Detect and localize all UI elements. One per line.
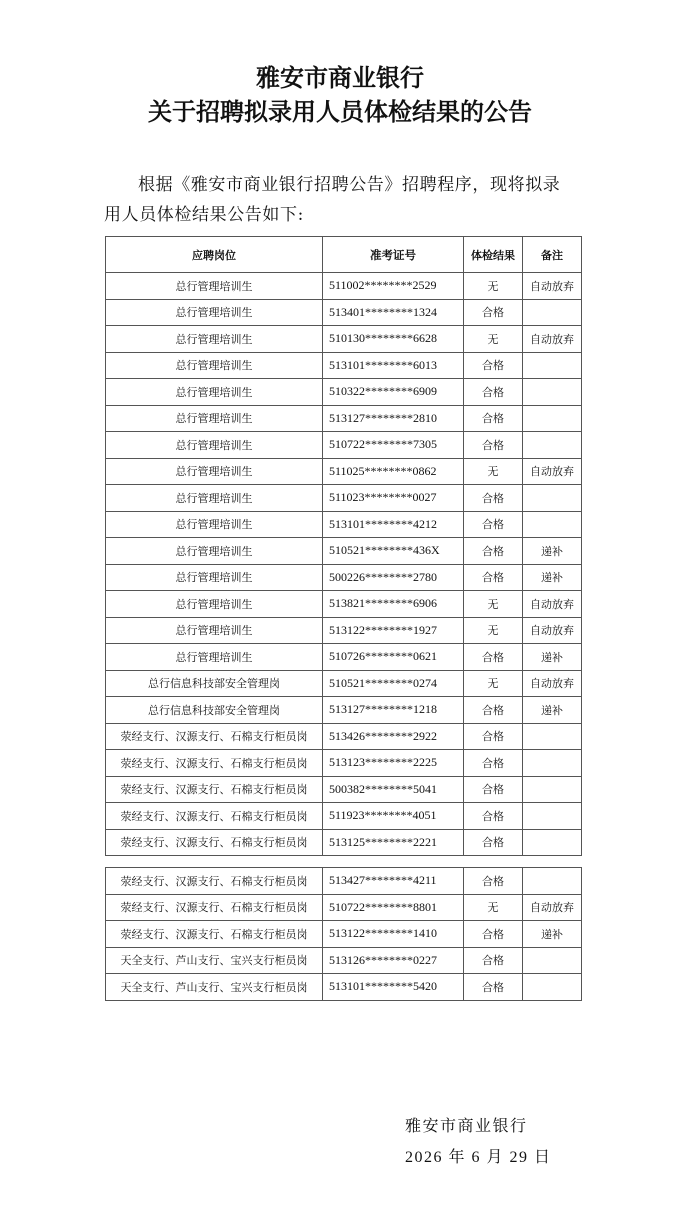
- cell-post: 总行管理培训生: [106, 379, 323, 406]
- cell-exam-id: 513101********6013: [323, 352, 464, 379]
- cell-remark: 自动放弃: [523, 458, 582, 485]
- cell-exam-id: 510722********8801: [323, 894, 464, 921]
- cell-post: 荥经支行、汉源支行、石棉支行柜员岗: [106, 829, 323, 856]
- cell-result: 合格: [464, 299, 523, 326]
- cell-result: 合格: [464, 379, 523, 406]
- table-row: [106, 750, 582, 777]
- cell-post: 总行管理培训生: [106, 352, 323, 379]
- cell-remark: 递补: [523, 921, 582, 948]
- cell-exam-id: 511023********0027: [323, 485, 464, 512]
- cell-result: 合格: [464, 485, 523, 512]
- table-row: [106, 829, 582, 856]
- cell-exam-id: 513122********1927: [323, 617, 464, 644]
- cell-remark: [523, 511, 582, 538]
- cell-post: 总行管理培训生: [106, 538, 323, 565]
- table-row: [106, 511, 582, 538]
- cell-post: 总行管理培训生: [106, 273, 323, 300]
- cell-remark: 自动放弃: [523, 273, 582, 300]
- cell-remark: [523, 405, 582, 432]
- cell-result: 合格: [464, 750, 523, 777]
- cell-post: 总行管理培训生: [106, 564, 323, 591]
- cell-result: 无: [464, 326, 523, 353]
- cell-exam-id: 513127********2810: [323, 405, 464, 432]
- cell-result: 合格: [464, 432, 523, 459]
- table-row: [106, 564, 582, 591]
- table-row: [106, 299, 582, 326]
- table-row: [106, 644, 582, 671]
- cell-remark: [523, 723, 582, 750]
- cell-exam-id: 513126********0227: [323, 947, 464, 974]
- results-table-2: [105, 867, 582, 1001]
- table-row: [106, 670, 582, 697]
- cell-result: 合格: [464, 697, 523, 724]
- header-post: 应聘岗位: [106, 237, 323, 273]
- table-row: [106, 405, 582, 432]
- cell-exam-id: 513125********2221: [323, 829, 464, 856]
- cell-result: 合格: [464, 644, 523, 671]
- cell-remark: 自动放弃: [523, 617, 582, 644]
- cell-post: 荥经支行、汉源支行、石棉支行柜员岗: [106, 894, 323, 921]
- cell-exam-id: 510521********0274: [323, 670, 464, 697]
- cell-post: 总行管理培训生: [106, 458, 323, 485]
- title-line-2: 关于招聘拟录用人员体检结果的公告: [148, 97, 532, 126]
- cell-result: 无: [464, 670, 523, 697]
- table-row: [106, 591, 582, 618]
- table-row: [106, 947, 582, 974]
- cell-remark: 自动放弃: [523, 670, 582, 697]
- cell-result: 无: [464, 458, 523, 485]
- cell-exam-id: 511923********4051: [323, 803, 464, 830]
- cell-exam-id: 513821********6906: [323, 591, 464, 618]
- cell-post: 天全支行、芦山支行、宝兴支行柜员岗: [106, 947, 323, 974]
- table-row: [106, 379, 582, 406]
- cell-result: 合格: [464, 868, 523, 895]
- cell-exam-id: 510322********6909: [323, 379, 464, 406]
- cell-result: 无: [464, 591, 523, 618]
- cell-remark: [523, 485, 582, 512]
- cell-result: 合格: [464, 405, 523, 432]
- cell-result: 合格: [464, 921, 523, 948]
- cell-exam-id: 510722********7305: [323, 432, 464, 459]
- intro-line-1: 根据《雅安市商业银行招聘公告》招聘程序，现将拟录: [138, 175, 561, 195]
- cell-post: 总行管理培训生: [106, 511, 323, 538]
- cell-exam-id: 500382********5041: [323, 776, 464, 803]
- cell-exam-id: 500226********2780: [323, 564, 464, 591]
- cell-result: 合格: [464, 803, 523, 830]
- cell-post: 总行管理培训生: [106, 644, 323, 671]
- table-row: [106, 776, 582, 803]
- header-exam-id: 准考证号: [323, 237, 464, 273]
- cell-post: 总行管理培训生: [106, 299, 323, 326]
- cell-remark: [523, 379, 582, 406]
- cell-exam-id: 510130********6628: [323, 326, 464, 353]
- table-row: [106, 921, 582, 948]
- cell-exam-id: 513101********5420: [323, 974, 464, 1001]
- cell-remark: [523, 803, 582, 830]
- table-row: [106, 538, 582, 565]
- cell-post: 总行管理培训生: [106, 617, 323, 644]
- cell-remark: 递补: [523, 564, 582, 591]
- table-row: [106, 432, 582, 459]
- cell-exam-id: 511025********0862: [323, 458, 464, 485]
- cell-exam-id: 510726********0621: [323, 644, 464, 671]
- cell-remark: [523, 947, 582, 974]
- cell-remark: 递补: [523, 697, 582, 724]
- table-row: [106, 273, 582, 300]
- intro-line-2: 用人员体检结果公告如下:: [104, 205, 304, 225]
- cell-result: 合格: [464, 352, 523, 379]
- cell-post: 总行管理培训生: [106, 485, 323, 512]
- cell-exam-id: 510521********436X: [323, 538, 464, 565]
- cell-result: 无: [464, 617, 523, 644]
- cell-remark: [523, 352, 582, 379]
- table-row: [106, 868, 582, 895]
- table-row: [106, 485, 582, 512]
- results-table-1: [105, 236, 582, 856]
- cell-result: 合格: [464, 829, 523, 856]
- intro-paragraph: [104, 170, 580, 230]
- table-row: [106, 617, 582, 644]
- cell-result: 合格: [464, 564, 523, 591]
- table-row: [106, 352, 582, 379]
- header-remark: 备注: [523, 237, 582, 273]
- cell-remark: [523, 776, 582, 803]
- cell-remark: 自动放弃: [523, 591, 582, 618]
- cell-exam-id: 513127********1218: [323, 697, 464, 724]
- cell-result: 无: [464, 894, 523, 921]
- cell-remark: 递补: [523, 644, 582, 671]
- cell-exam-id: 513427********4211: [323, 868, 464, 895]
- table-header-row: [106, 237, 582, 273]
- cell-post: 总行管理培训生: [106, 432, 323, 459]
- cell-remark: [523, 750, 582, 777]
- cell-result: 无: [464, 273, 523, 300]
- table-row: [106, 697, 582, 724]
- table-row: [106, 326, 582, 353]
- cell-exam-id: 513123********2225: [323, 750, 464, 777]
- cell-post: 总行信息科技部安全管理岗: [106, 697, 323, 724]
- cell-exam-id: 513426********2922: [323, 723, 464, 750]
- title-line-1: 雅安市商业银行: [256, 63, 424, 92]
- cell-post: 荥经支行、汉源支行、石棉支行柜员岗: [106, 750, 323, 777]
- signature-organization: 雅安市商业银行: [405, 1116, 528, 1135]
- cell-post: 总行管理培训生: [106, 405, 323, 432]
- cell-exam-id: 513401********1324: [323, 299, 464, 326]
- cell-post: 荥经支行、汉源支行、石棉支行柜员岗: [106, 723, 323, 750]
- table-row: [106, 974, 582, 1001]
- cell-post: 荥经支行、汉源支行、石棉支行柜员岗: [106, 868, 323, 895]
- cell-post: 荥经支行、汉源支行、石棉支行柜员岗: [106, 776, 323, 803]
- cell-result: 合格: [464, 723, 523, 750]
- cell-result: 合格: [464, 538, 523, 565]
- header-result: 体检结果: [464, 237, 523, 273]
- table-row: [106, 803, 582, 830]
- cell-post: 荥经支行、汉源支行、石棉支行柜员岗: [106, 921, 323, 948]
- cell-remark: [523, 829, 582, 856]
- cell-exam-id: 513101********4212: [323, 511, 464, 538]
- cell-post: 总行信息科技部安全管理岗: [106, 670, 323, 697]
- cell-remark: [523, 299, 582, 326]
- table-row: [106, 458, 582, 485]
- signature-date: 2026 年 6 月 29 日: [405, 1149, 552, 1166]
- cell-remark: 自动放弃: [523, 894, 582, 921]
- cell-remark: [523, 868, 582, 895]
- table-row: [106, 894, 582, 921]
- cell-result: 合格: [464, 511, 523, 538]
- cell-remark: [523, 974, 582, 1001]
- cell-exam-id: 513122********1410: [323, 921, 464, 948]
- cell-remark: 自动放弃: [523, 326, 582, 353]
- cell-post: 总行管理培训生: [106, 326, 323, 353]
- cell-result: 合格: [464, 974, 523, 1001]
- cell-post: 天全支行、芦山支行、宝兴支行柜员岗: [106, 974, 323, 1001]
- table-row: [106, 723, 582, 750]
- cell-post: 总行管理培训生: [106, 591, 323, 618]
- cell-remark: 递补: [523, 538, 582, 565]
- cell-result: 合格: [464, 776, 523, 803]
- cell-result: 合格: [464, 947, 523, 974]
- cell-post: 荥经支行、汉源支行、石棉支行柜员岗: [106, 803, 323, 830]
- cell-exam-id: 511002********2529: [323, 273, 464, 300]
- cell-remark: [523, 432, 582, 459]
